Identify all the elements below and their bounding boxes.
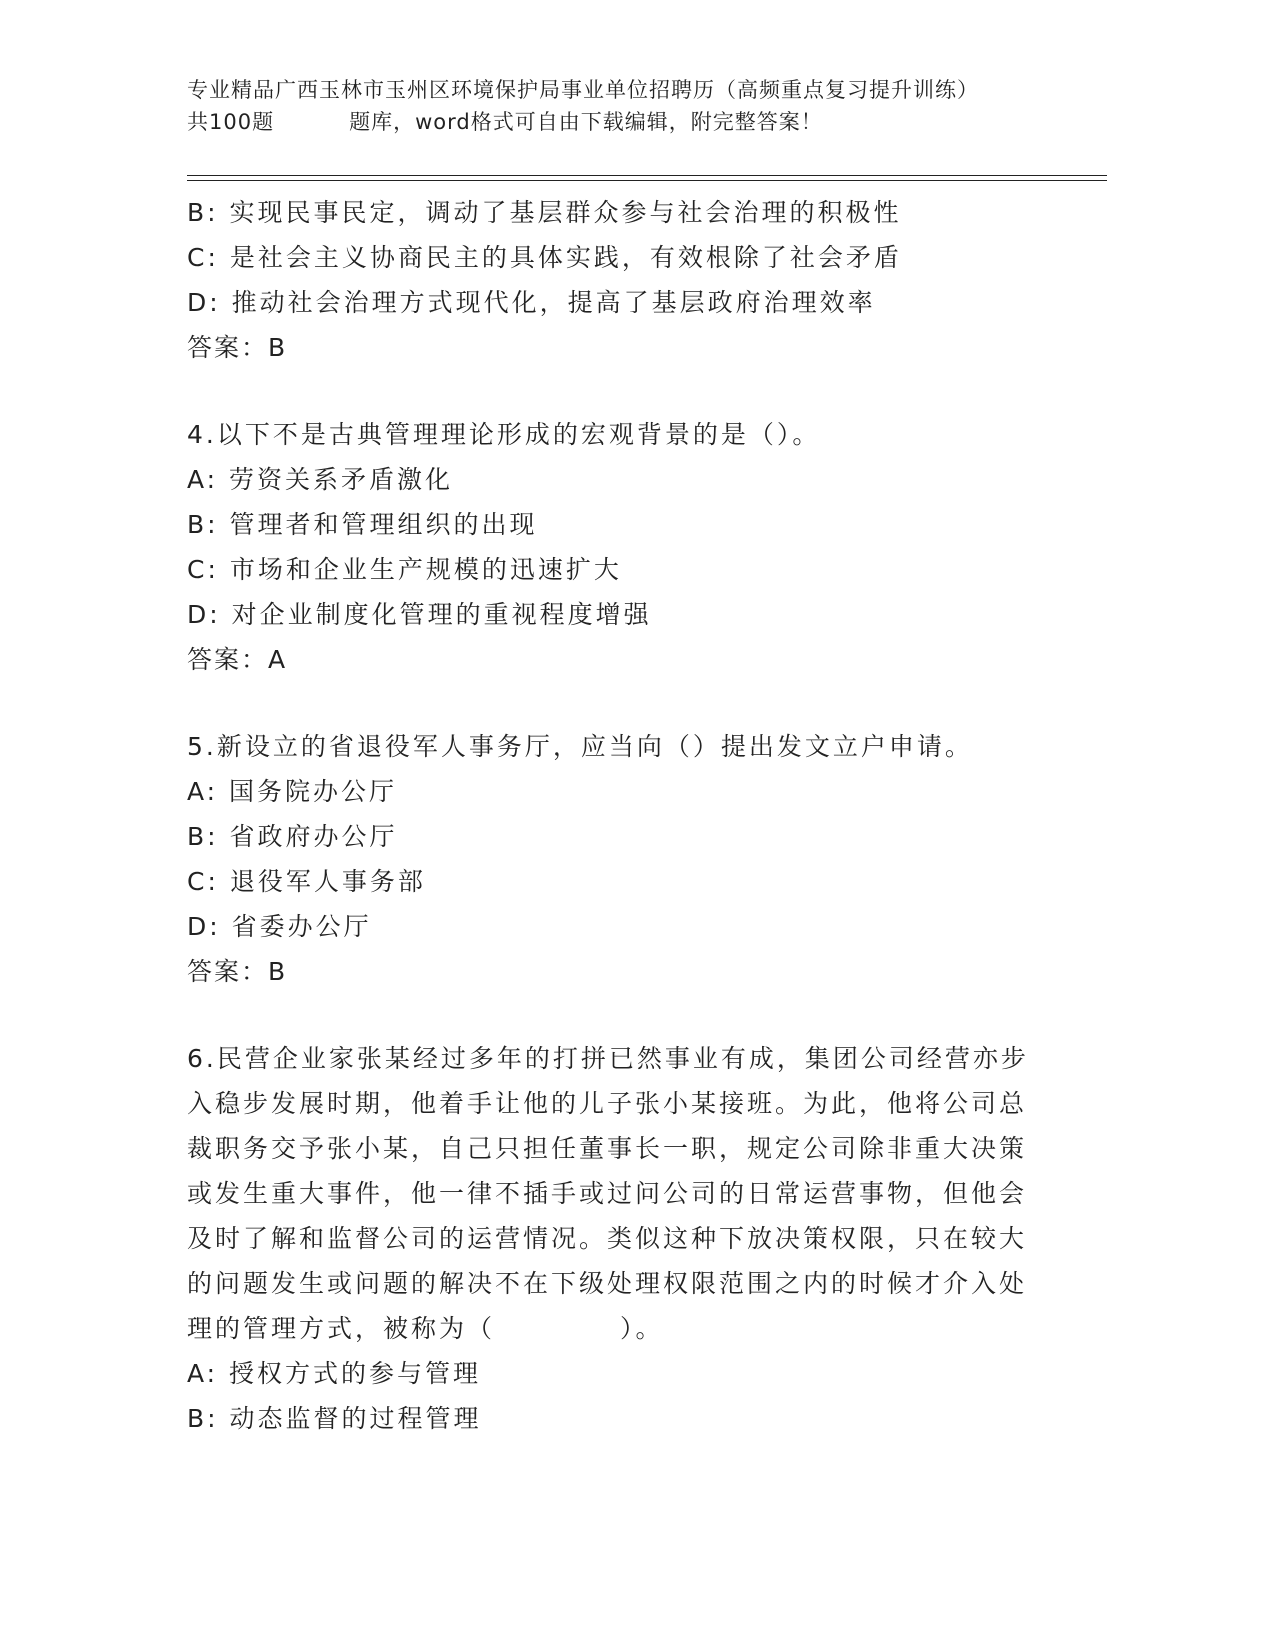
q6-stem-line: 入稳步发展时期，他着手让他的儿子张小某接班。为此，他将公司总 <box>187 1089 1028 1118</box>
q6-option-b: B: 动态监督的过程管理 <box>187 1404 482 1433</box>
question-6 <box>187 1036 1087 1441</box>
q6-stem-last-end: ）。 <box>620 1314 664 1343</box>
q4-option-c: C: 市场和企业生产规模的迅速扩大 <box>187 555 622 584</box>
q4-answer: 答案：A <box>187 645 288 674</box>
q5-answer: 答案：B <box>187 957 288 986</box>
q6-stem-line-last <box>187 1306 1057 1351</box>
q3-option-d: D: 推动社会治理方式现代化，提高了基层政府治理效率 <box>187 288 876 317</box>
question-list <box>187 190 1087 1441</box>
q6-option-a: A: 授权方式的参与管理 <box>187 1359 482 1388</box>
q6-stem-line: 及时了解和监督公司的运营情况。类似这种下放决策权限，只在较大 <box>187 1224 1028 1253</box>
q6-stem-last-start: 理的管理方式，被称为（ <box>187 1314 496 1343</box>
header-divider-bottom <box>187 180 1107 181</box>
q6-stem-line: 裁职务交予张小某，自己只担任董事长一职，规定公司除非重大决策 <box>187 1134 1028 1163</box>
page-header <box>187 74 1087 138</box>
q6-stem-line: 的问题发生或问题的解决不在下级处理权限范围之内的时候才介入处 <box>187 1269 1028 1298</box>
q6-stem-line: 6.民营企业家张某经过多年的打拼已然事业有成，集团公司经营亦步 <box>187 1044 1029 1073</box>
q5-option-b: B: 省政府办公厅 <box>187 822 398 851</box>
header-title: 专业精品广西玉林市玉州区环境保护局事业单位招聘历（高频重点复习提升训练） <box>187 78 979 102</box>
question-4 <box>187 412 1087 682</box>
q4-stem: 4.以下不是古典管理理论形成的宏观背景的是（）。 <box>187 420 821 449</box>
q4-option-a: A: 劳资关系矛盾激化 <box>187 465 454 494</box>
q3-option-b: B: 实现民事民定，调动了基层群众参与社会治理的积极性 <box>187 198 902 227</box>
q4-option-b: B: 管理者和管理组织的出现 <box>187 510 538 539</box>
header-count: 共100题 <box>187 110 275 134</box>
q6-stem <box>187 1036 1057 1351</box>
q6-stem-line: 或发生重大事件，他一律不插手或过问公司的日常运营事物，但他会 <box>187 1179 1028 1208</box>
q5-option-d: D: 省委办公厅 <box>187 912 372 941</box>
header-subtitle <box>187 106 1087 138</box>
header-note: 题库，word格式可自由下载编辑，附完整答案！ <box>349 110 823 134</box>
q5-stem: 5.新设立的省退役军人事务厅，应当向（）提出发文立户申请。 <box>187 732 973 761</box>
q3-option-c: C: 是社会主义协商民主的具体实践，有效根除了社会矛盾 <box>187 243 902 272</box>
question-5 <box>187 724 1087 994</box>
q4-option-d: D: 对企业制度化管理的重视程度增强 <box>187 600 652 629</box>
q3-answer: 答案：B <box>187 333 288 362</box>
q5-option-a: A: 国务院办公厅 <box>187 777 398 806</box>
q5-option-c: C: 退役军人事务部 <box>187 867 426 896</box>
header-divider-top <box>187 175 1107 176</box>
question-3 <box>187 190 1087 370</box>
